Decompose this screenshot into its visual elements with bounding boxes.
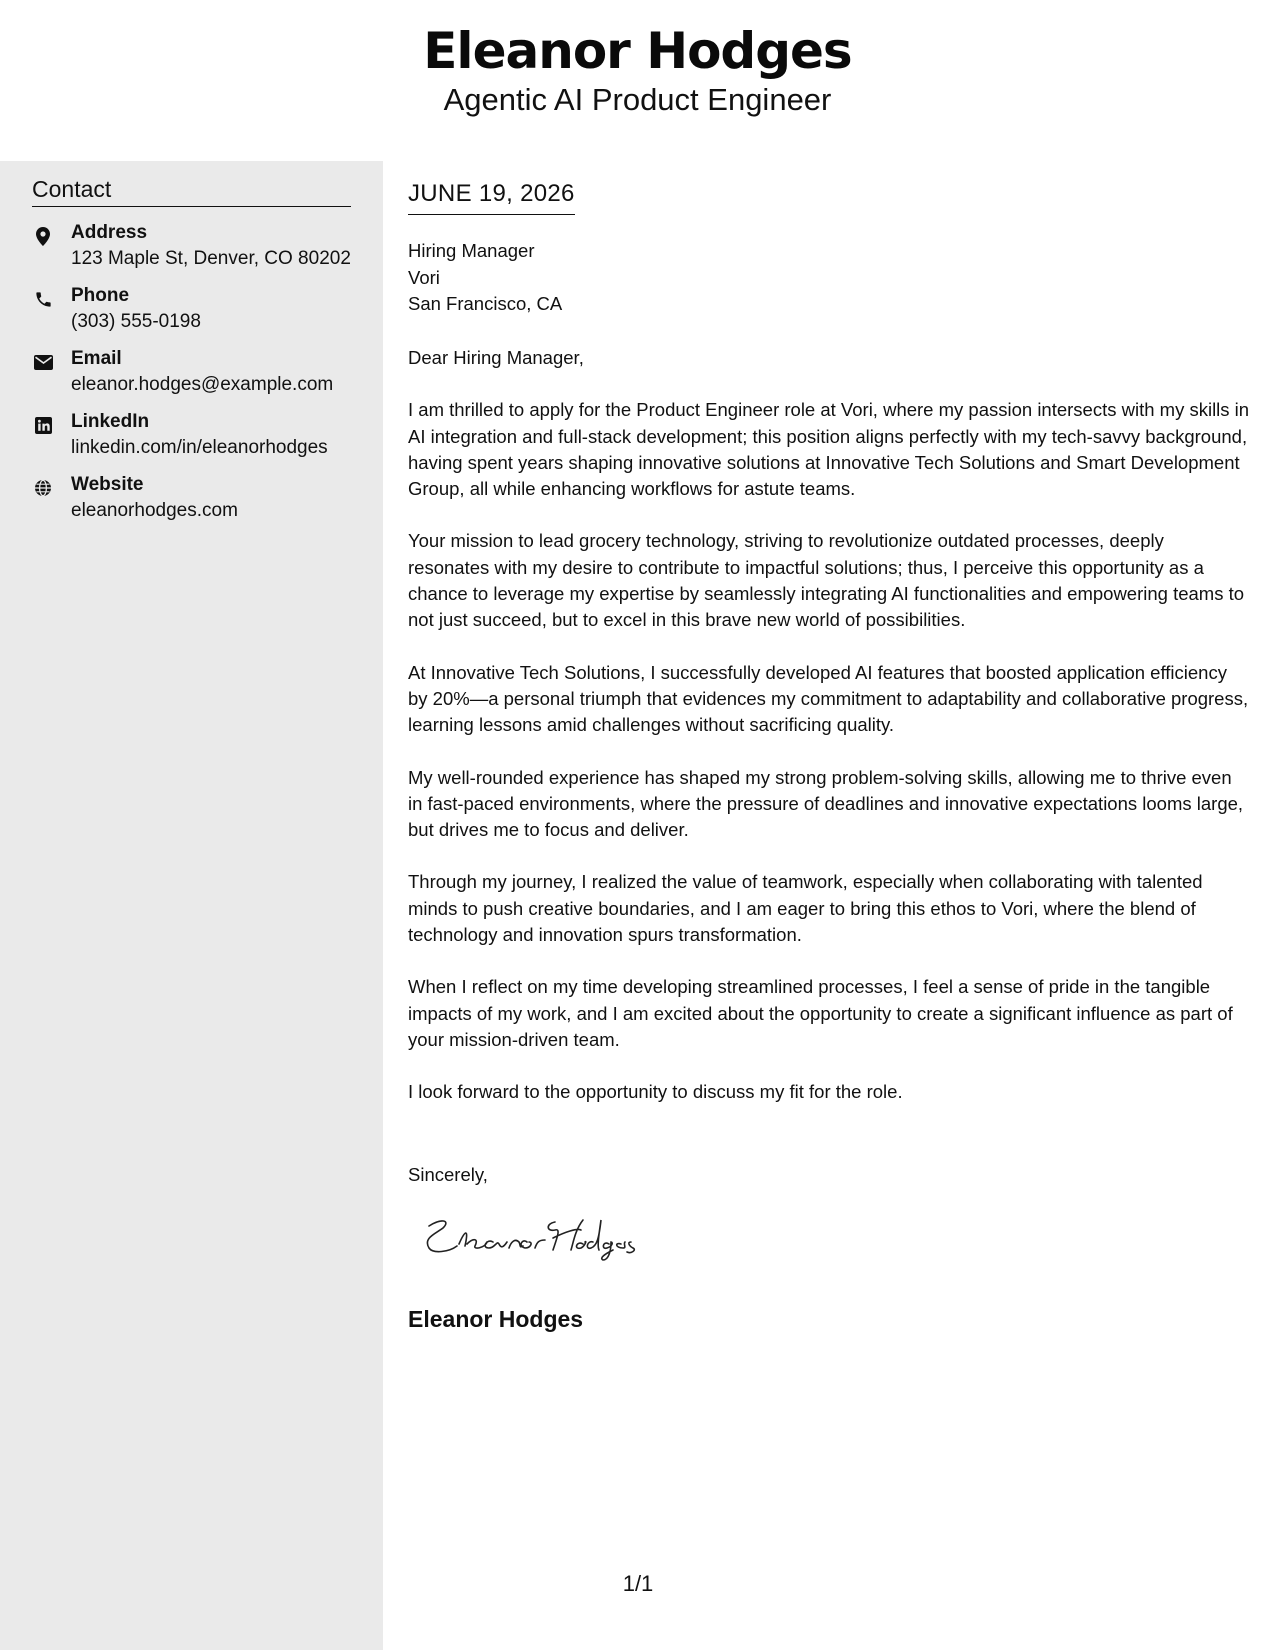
- closing: Sincerely,: [408, 1164, 488, 1185]
- email-value[interactable]: eleanor.hodges@example.com: [71, 374, 334, 395]
- applicant-title: Agentic AI Product Engineer: [443, 82, 832, 117]
- handwritten-signature: [415, 1208, 655, 1273]
- page-number: 1/1: [622, 1571, 654, 1596]
- recipient-line: San Francisco, CA: [408, 293, 563, 314]
- contact-heading: Contact: [32, 176, 351, 207]
- contact-label: Email: [71, 348, 122, 369]
- globe-icon: [32, 478, 54, 498]
- body-paragraph: I am thrilled to apply for the Product Engineer role at Vori, where my passion intersects with my skills in AI integration and full-stack development; this position aligns perfectly with my tech-savvy background, having spent years shaping innovative solutions at Innovative Tech Solutions and Smart Development Group, all while enhancing workflows for astute teams.: [408, 399, 1250, 500]
- phone-icon: [32, 289, 54, 309]
- address-value: 123 Maple St, Denver, CO 80202: [71, 248, 351, 269]
- recipient-block: [408, 238, 562, 318]
- contact-label: LinkedIn: [71, 411, 150, 432]
- linkedin-icon: [32, 415, 54, 435]
- contact-item-website: [32, 474, 372, 530]
- letter-header: [0, 0, 1275, 160]
- letter-body: [408, 345, 1250, 1132]
- website-value[interactable]: eleanorhodges.com: [71, 500, 238, 521]
- body-paragraph: I look forward to the opportunity to discuss my fit for the role.: [408, 1081, 903, 1103]
- body-paragraph: My well-rounded experience has shaped my strong problem-solving skills, allowing me to thrive even in fast-paced environments, where the pressure of deadlines and innovative expectations looms large, but drives me to focus and deliver.: [408, 766, 1244, 841]
- recipient-line: Hiring Manager: [408, 240, 535, 261]
- contact-label: Phone: [71, 285, 130, 306]
- contact-label: Website: [71, 474, 144, 495]
- salutation: Dear Hiring Manager,: [408, 347, 584, 368]
- signature-name: Eleanor Hodges: [408, 1306, 584, 1332]
- body-paragraph: Your mission to lead grocery technology, striving to revolutionize outdated processes, deeply resonates with my desire to contribute to impactful solutions; thus, I perceive this opportunity as a chance to leverage my expertise by seamlessly integrating AI functionalities and empowering teams to not just succeed, but to excel in this brave new world of possibilities.: [408, 530, 1245, 631]
- body-paragraph: When I reflect on my time developing streamlined processes, I feel a sense of pride in the tangible impacts of my work, and I am excited about the opportunity to create a significant influence as part of your mission-driven team.: [408, 976, 1233, 1050]
- map-pin-icon: [32, 226, 54, 246]
- applicant-name: Eleanor Hodges: [423, 22, 852, 80]
- contact-item-address: [32, 222, 372, 278]
- body-paragraph: At Innovative Tech Solutions, I successfully developed AI features that boosted application efficiency by 20%—a personal triumph that evidences my commitment to adaptability and collaborative progress, learning lessons amid challenges without sacrificing quality.: [408, 661, 1249, 736]
- contact-item-phone: [32, 285, 372, 341]
- contact-item-linkedin: [32, 411, 372, 467]
- letter-date: JUNE 19, 2026: [408, 180, 575, 215]
- recipient-line: Vori: [408, 266, 440, 288]
- body-paragraph: Through my journey, I realized the value of teamwork, especially when collaborating with talented minds to push creative boundaries, and I am eager to bring this ethos to Vori, where the blend of technology and innovation spurs transformation.: [408, 871, 1203, 946]
- phone-value: (303) 555-0198: [71, 311, 201, 332]
- linkedin-value[interactable]: linkedin.com/in/eleanorhodges: [71, 437, 328, 458]
- envelope-icon: [32, 352, 54, 372]
- contact-item-email: [32, 348, 372, 404]
- contact-label: Address: [71, 222, 148, 243]
- signature-drawing: [415, 1208, 655, 1268]
